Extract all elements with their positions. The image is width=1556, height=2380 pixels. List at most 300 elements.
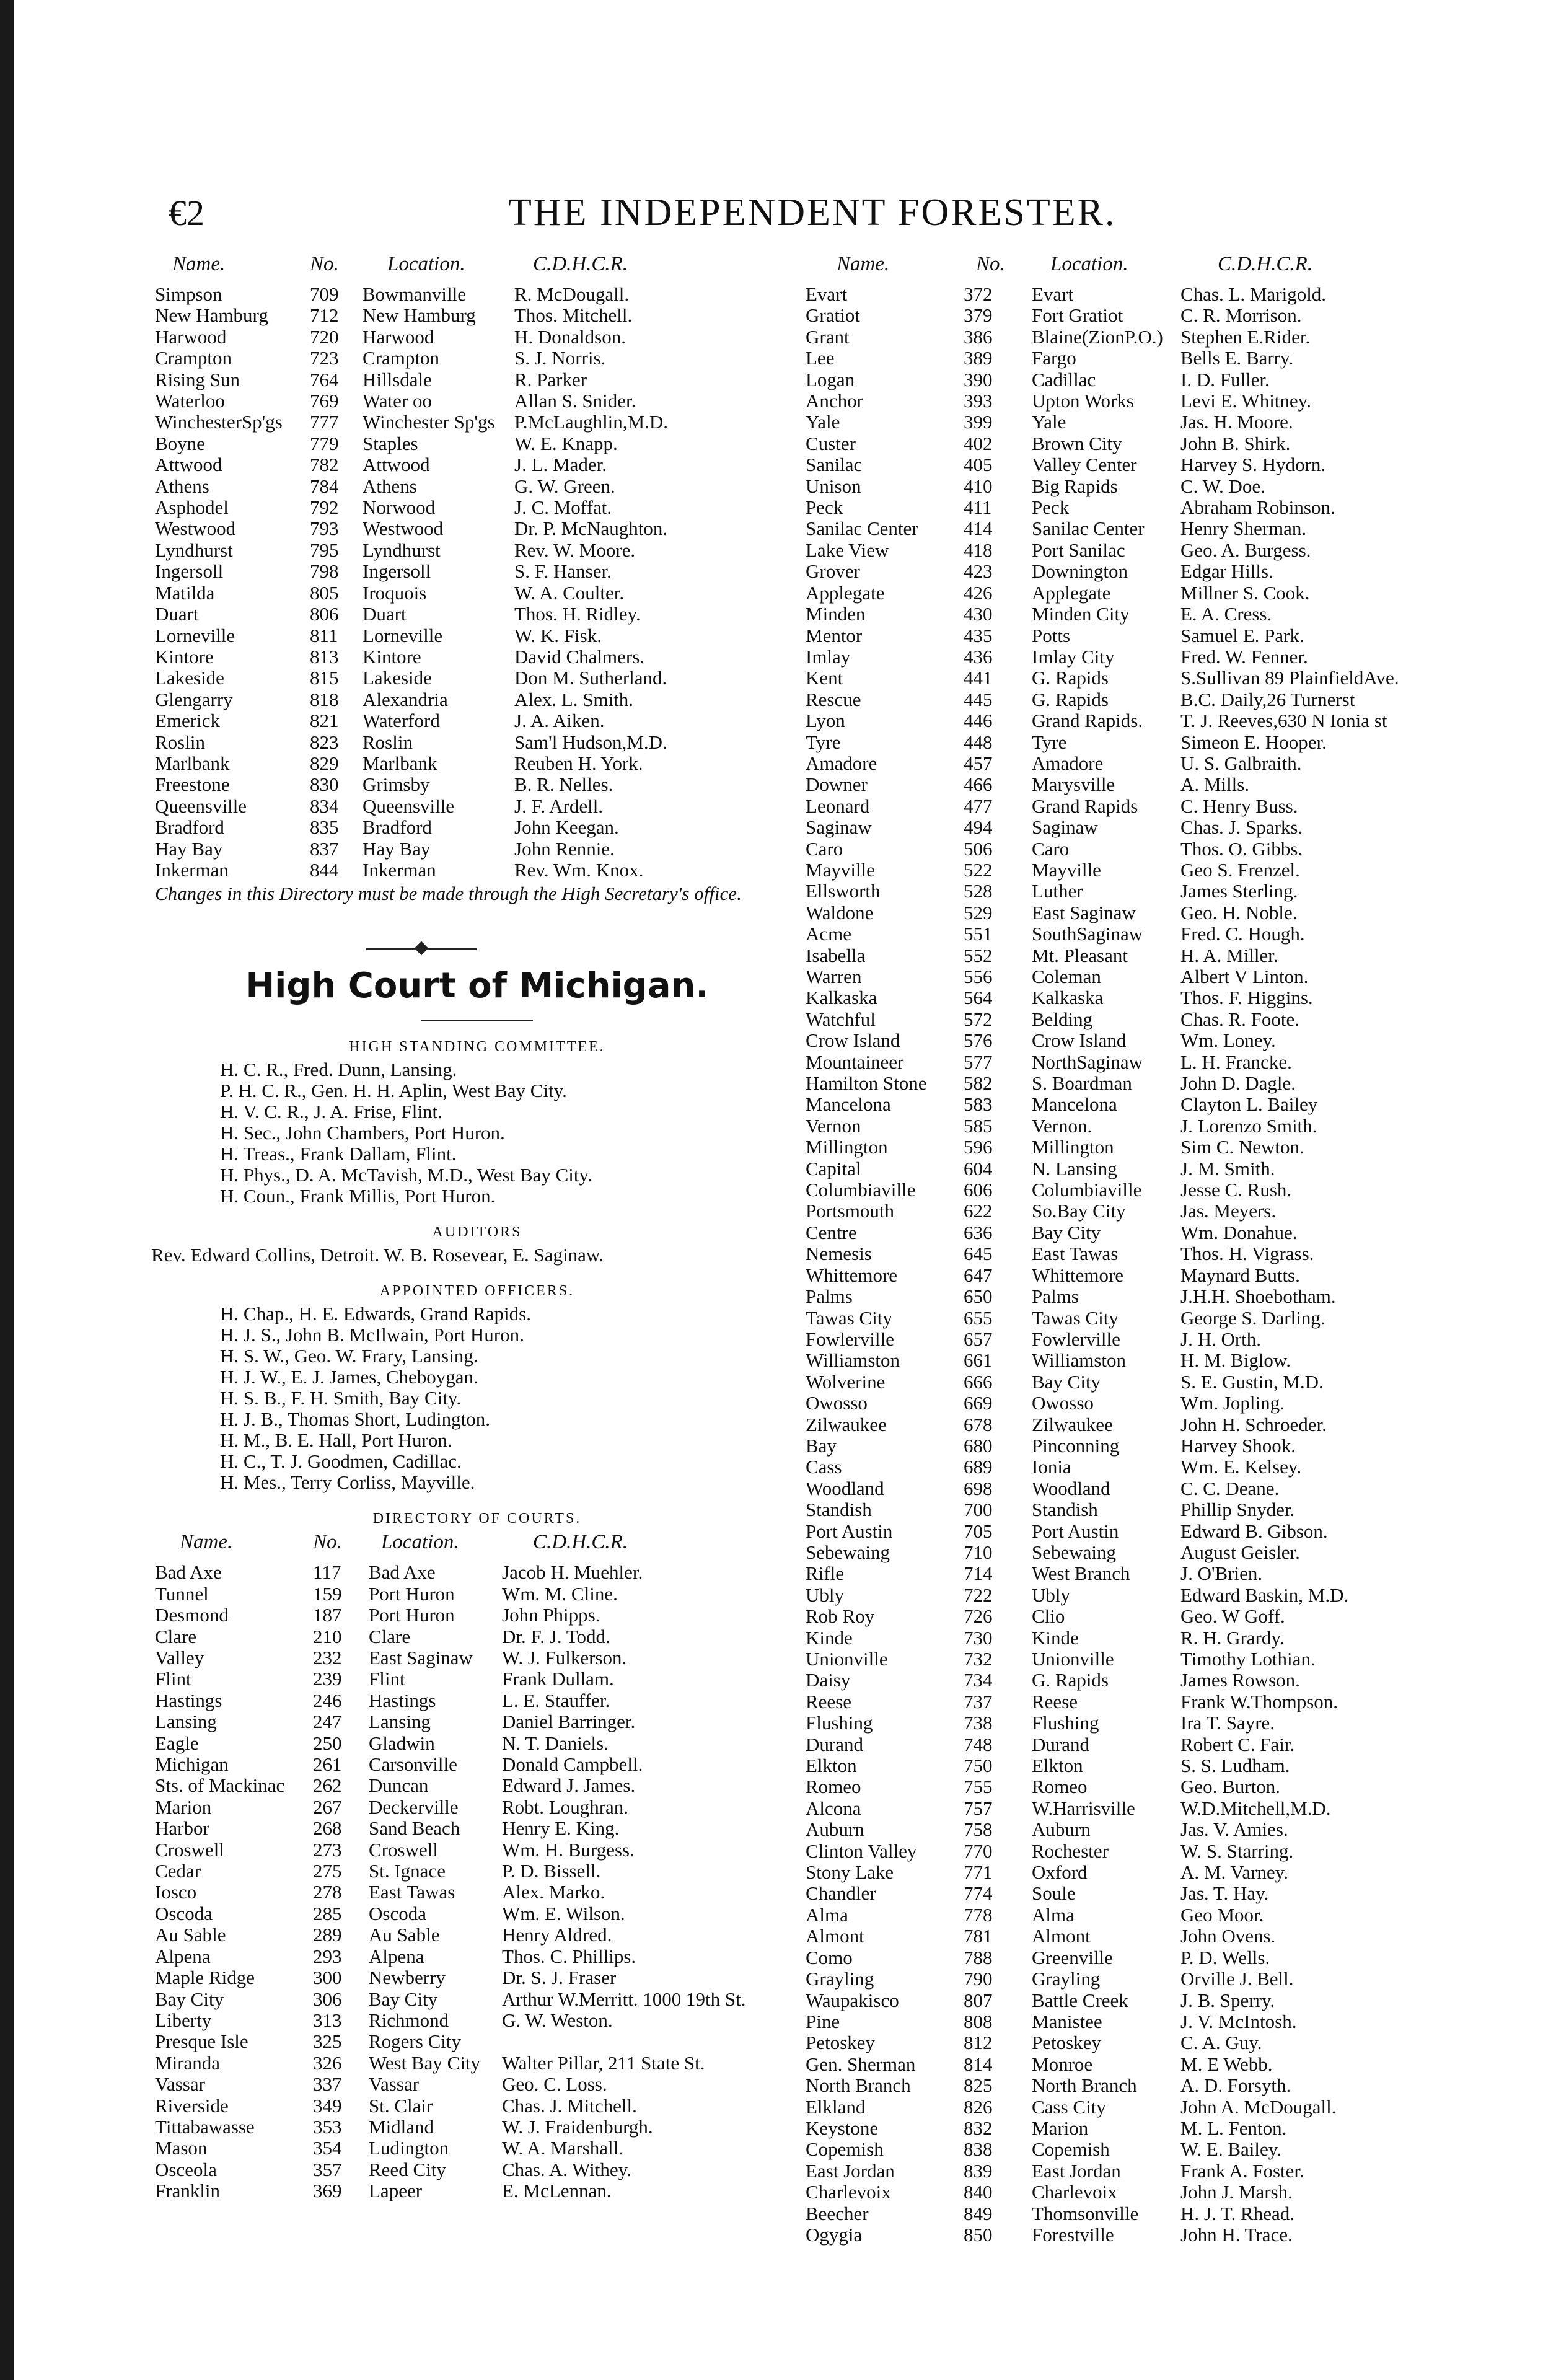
court-location: Lyndhurst — [363, 539, 441, 561]
court-name: Rifle — [806, 1563, 844, 1585]
court-location: Rogers City — [369, 2031, 461, 2053]
court-chief-ranger: Robert C. Fair. — [1180, 1734, 1295, 1755]
officer-line: H. S. W., Geo. W. Frary, Lansing. — [220, 1345, 478, 1367]
header-no: No. — [313, 1531, 342, 1554]
court-number: 781 — [964, 1926, 993, 1947]
table-row — [806, 1926, 1475, 1947]
court-name: Minden — [806, 604, 866, 625]
table-row — [155, 2074, 799, 2095]
court-number: 418 — [964, 539, 993, 561]
court-location: Clare — [369, 1626, 411, 1647]
court-location: Bradford — [363, 817, 432, 839]
court-number: 769 — [310, 390, 339, 412]
table-row — [806, 583, 1475, 604]
court-number: 585 — [964, 1115, 993, 1137]
court-number: 399 — [964, 412, 993, 433]
court-chief-ranger: T. J. Reeves,630 N Ionia st — [1180, 710, 1387, 732]
court-number: 771 — [964, 1862, 993, 1884]
court-chief-ranger: Chas. L. Marigold. — [1180, 284, 1327, 305]
court-location: Fowlerville — [1032, 1328, 1120, 1350]
court-chief-ranger: Edgar Hills. — [1180, 561, 1273, 583]
court-name: Wolverine — [806, 1371, 886, 1393]
court-chief-ranger: Wm. M. Cline. — [502, 1583, 618, 1605]
court-number: 840 — [964, 2182, 993, 2203]
court-number: 723 — [310, 348, 339, 369]
court-location: Reese — [1032, 1691, 1078, 1712]
court-name: Bay — [806, 1435, 837, 1457]
court-number: 755 — [964, 1776, 993, 1798]
court-location: East Jordan — [1032, 2160, 1121, 2182]
court-location: Au Sable — [369, 1924, 440, 1946]
court-number: 823 — [310, 731, 339, 753]
table-row — [806, 1755, 1475, 1776]
court-number: 700 — [964, 1499, 993, 1521]
court-chief-ranger: Thos. Mitchell. — [514, 305, 633, 327]
table-row — [806, 369, 1475, 390]
court-name: Lyon — [806, 710, 845, 732]
court-chief-ranger: Chas. J. Mitchell. — [502, 2095, 637, 2117]
table-row — [806, 454, 1475, 475]
court-number: 306 — [313, 1988, 342, 2010]
court-chief-ranger: J. A. Aiken. — [514, 710, 605, 732]
court-chief-ranger: Thos. H. Ridley. — [514, 604, 641, 625]
court-name: East Jordan — [806, 2160, 895, 2182]
court-name: Chandler — [806, 1883, 876, 1905]
court-name: Harwood — [155, 326, 227, 348]
court-number: 369 — [313, 2180, 342, 2202]
court-number: 577 — [964, 1051, 993, 1073]
court-name: Presque Isle — [155, 2031, 248, 2053]
court-number: 748 — [964, 1734, 993, 1755]
court-location: Bay City — [1032, 1222, 1101, 1243]
table-row — [806, 348, 1475, 369]
court-name: Isabella — [806, 945, 866, 966]
table-row — [806, 1073, 1475, 1094]
court-chief-ranger: U. S. Galbraith. — [1180, 752, 1302, 774]
court-chief-ranger: W. E. Knapp. — [514, 433, 618, 454]
table-row — [806, 327, 1475, 348]
court-number: 494 — [964, 817, 993, 839]
court-number: 826 — [964, 2096, 993, 2118]
court-chief-ranger: John Ovens. — [1180, 1926, 1276, 1947]
table-row — [806, 1776, 1475, 1797]
court-name: Inkerman — [155, 859, 229, 881]
court-number: 829 — [310, 752, 339, 774]
court-location: Carsonville — [369, 1754, 457, 1776]
table-row — [806, 1372, 1475, 1393]
court-location: Bowmanville — [363, 284, 467, 305]
table-row — [155, 2053, 799, 2074]
table-row — [806, 1116, 1475, 1137]
court-chief-ranger: Harvey Shook. — [1180, 1435, 1296, 1457]
table-row — [806, 1030, 1475, 1051]
court-name: Bradford — [155, 817, 224, 839]
court-name: Rising Sun — [155, 369, 240, 390]
court-location: Ingersoll — [363, 561, 431, 583]
table-row — [806, 2182, 1475, 2203]
court-location: Palms — [1032, 1286, 1079, 1308]
court-chief-ranger: John H. Trace. — [1180, 2224, 1293, 2246]
court-number: 239 — [313, 1668, 342, 1690]
court-number: 774 — [964, 1883, 993, 1905]
court-number: 435 — [964, 625, 993, 646]
court-number: 117 — [313, 1562, 341, 1584]
court-location: Monroe — [1032, 2053, 1093, 2075]
table-row — [155, 1647, 799, 1668]
court-name: Mancelona — [806, 1094, 891, 1116]
court-name: Miranda — [155, 2052, 221, 2074]
court-location: Columbiaville — [1032, 1179, 1142, 1201]
court-location: Water oo — [363, 390, 432, 412]
court-name: Alpena — [155, 1946, 211, 1967]
court-location: Croswell — [369, 1839, 438, 1861]
court-location: Port Huron — [369, 1583, 455, 1605]
court-chief-ranger: H. J. T. Rhead. — [1180, 2203, 1294, 2224]
court-location: Port Huron — [369, 1605, 455, 1626]
table-row — [806, 1563, 1475, 1584]
court-location: Belding — [1032, 1008, 1093, 1030]
table-row — [155, 1775, 799, 1796]
table-row — [806, 1905, 1475, 1926]
table-row — [806, 945, 1475, 966]
table-row — [806, 604, 1475, 625]
table-row — [155, 2138, 799, 2159]
court-number: 414 — [964, 518, 993, 540]
table-row — [806, 2075, 1475, 2096]
table-row — [806, 1691, 1475, 1712]
court-name: Glengarry — [155, 689, 233, 710]
court-chief-ranger: S. E. Gustin, M.D. — [1180, 1371, 1324, 1393]
court-name: Oscoda — [155, 1903, 213, 1924]
court-location: Yale — [1032, 412, 1066, 433]
court-name: Applegate — [806, 582, 885, 604]
court-name: Port Austin — [806, 1520, 893, 1542]
court-number: 410 — [964, 475, 993, 497]
court-name: Yale — [806, 412, 840, 433]
court-name: Standish — [806, 1499, 872, 1521]
court-location: G. Rapids — [1032, 689, 1109, 710]
court-name: Kintore — [155, 646, 214, 668]
court-chief-ranger: Don M. Sutherland. — [514, 668, 667, 689]
court-name: Centre — [806, 1222, 857, 1243]
court-chief-ranger: Maynard Butts. — [1180, 1264, 1300, 1286]
court-number: 770 — [964, 1840, 993, 1862]
table-row — [806, 796, 1475, 817]
table-row — [806, 561, 1475, 582]
court-name: Ubly — [806, 1584, 844, 1606]
court-name: Sanilac — [806, 454, 863, 476]
court-chief-ranger: B.C. Daily,26 Turnerst — [1180, 689, 1355, 710]
table-row — [806, 1179, 1475, 1201]
officer-line: H. V. C. R., J. A. Frise, Flint. — [220, 1101, 442, 1123]
court-location: Minden City — [1032, 604, 1130, 625]
court-location: Iroquois — [363, 582, 427, 604]
court-location: Ionia — [1032, 1457, 1071, 1478]
court-number: 807 — [964, 1990, 993, 2011]
court-location: Lapeer — [369, 2180, 423, 2202]
court-number: 285 — [313, 1903, 342, 1924]
court-name: Logan — [806, 369, 855, 390]
court-location: St. Ignace — [369, 1861, 446, 1882]
court-number: 813 — [310, 646, 339, 668]
court-chief-ranger: J. L. Mader. — [514, 454, 607, 476]
court-name: Marion — [155, 1796, 212, 1818]
table-row — [806, 668, 1475, 689]
officer-line: H. J. B., Thomas Short, Ludington. — [220, 1408, 491, 1430]
court-location: Battle Creek — [1032, 1990, 1128, 2011]
court-name: Alcona — [806, 1797, 861, 1819]
table-row — [155, 668, 799, 689]
court-location: Clio — [1032, 1606, 1065, 1628]
court-name: Leonard — [806, 795, 870, 817]
court-chief-ranger: J. F. Ardell. — [514, 795, 604, 817]
table-row — [806, 305, 1475, 326]
court-chief-ranger: Walter Pillar, 211 State St. — [502, 2052, 705, 2074]
court-number: 275 — [313, 1861, 342, 1882]
court-number: 372 — [964, 284, 993, 305]
table-row — [155, 2117, 799, 2138]
court-name: Imlay — [806, 646, 851, 668]
court-number: 246 — [313, 1690, 342, 1711]
directory-note: Changes in this Directory must be made through the High Secretary's office. — [155, 883, 742, 905]
court-location: Ludington — [369, 2138, 449, 2159]
court-name: Alma — [806, 1904, 848, 1926]
court-name: Sanilac Center — [806, 518, 918, 540]
court-location: N. Lansing — [1032, 1158, 1117, 1179]
court-location: Athens — [363, 475, 417, 497]
court-number: 782 — [310, 454, 339, 476]
court-location: Newberry — [369, 1967, 446, 1989]
court-name: Osceola — [155, 2159, 217, 2180]
officer-line: H. J. W., E. J. James, Cheboygan. — [220, 1366, 478, 1388]
court-name: Como — [806, 1947, 853, 1968]
court-name: Athens — [155, 475, 209, 497]
court-number: 792 — [310, 497, 339, 519]
court-location: Soule — [1032, 1883, 1076, 1905]
court-chief-ranger: A. D. Forsyth. — [1180, 2075, 1291, 2097]
court-chief-ranger: Sam'l Hudson,M.D. — [514, 731, 667, 753]
court-location: Grand Rapids — [1032, 795, 1138, 817]
court-number: 273 — [313, 1839, 342, 1861]
officer-line: H. Treas., Frank Dallam, Flint. — [220, 1143, 457, 1165]
court-location: Lansing — [369, 1711, 431, 1733]
court-name: Amadore — [806, 752, 877, 774]
court-location: Caro — [1032, 838, 1070, 860]
court-number: 825 — [964, 2075, 993, 2097]
court-location: Queensville — [363, 795, 455, 817]
court-location: Durand — [1032, 1734, 1089, 1755]
court-name: Anchor — [806, 390, 863, 412]
table-row — [155, 561, 799, 582]
court-chief-ranger: Dr. P. McNaughton. — [514, 518, 668, 540]
court-name: Croswell — [155, 1839, 224, 1861]
court-chief-ranger: S. F. Hanser. — [514, 561, 612, 583]
court-name: Zilwaukee — [806, 1414, 887, 1435]
table-row — [806, 1435, 1475, 1457]
court-number: 821 — [310, 710, 339, 732]
court-name: Franklin — [155, 2180, 221, 2202]
table-row — [806, 817, 1475, 838]
court-number: 337 — [313, 2074, 342, 2096]
court-location: Marlbank — [363, 752, 437, 774]
court-location: Whittemore — [1032, 1264, 1124, 1286]
court-location: Potts — [1032, 625, 1071, 646]
court-chief-ranger: Fred. W. Fenner. — [1180, 646, 1308, 668]
court-location: Flushing — [1032, 1712, 1099, 1734]
court-chief-ranger: Jesse C. Rush. — [1180, 1179, 1292, 1201]
table-row — [806, 1286, 1475, 1307]
court-location: Grimsby — [363, 774, 430, 796]
court-name: Columbiaville — [806, 1179, 916, 1201]
table-row — [155, 1903, 799, 1924]
table-row — [806, 1947, 1475, 1968]
table-row — [806, 881, 1475, 902]
court-name: Michigan — [155, 1754, 229, 1776]
header-chief: C.D.H.C.R. — [533, 1531, 628, 1554]
court-location: Gladwin — [369, 1732, 435, 1754]
officer-line: H. Phys., D. A. McTavish, M.D., West Bay City. — [220, 1164, 592, 1186]
court-number: 402 — [964, 433, 993, 454]
court-chief-ranger: Thos. F. Higgins. — [1180, 987, 1313, 1009]
court-location: Marion — [1032, 2117, 1089, 2139]
header-no: No. — [976, 253, 1005, 275]
court-location: Harwood — [363, 326, 434, 348]
standing-committee-heading: HIGH STANDING COMMITTEE. — [349, 1039, 605, 1056]
table-row — [155, 2159, 799, 2180]
court-location: Attwood — [363, 454, 430, 476]
court-name: Grant — [806, 326, 850, 348]
table-row — [155, 732, 799, 753]
court-chief-ranger: August Geisler. — [1180, 1541, 1300, 1563]
court-number: 522 — [964, 859, 993, 881]
court-name: Waupakisco — [806, 1990, 899, 2011]
michigan-courts-table — [155, 1531, 799, 2202]
table-row — [806, 1990, 1475, 2011]
table-row — [806, 1393, 1475, 1414]
court-chief-ranger: John H. Schroeder. — [1180, 1414, 1327, 1435]
court-name: Caro — [806, 838, 843, 860]
court-name: Romeo — [806, 1776, 861, 1798]
court-name: Grover — [806, 561, 860, 583]
court-number: 777 — [310, 412, 339, 433]
table-row — [155, 2031, 799, 2052]
table-row — [155, 1818, 799, 1839]
court-name: Charlevoix — [806, 2182, 891, 2203]
court-number: 738 — [964, 1712, 993, 1734]
court-chief-ranger: Henry E. King. — [502, 1818, 620, 1840]
table-row — [806, 689, 1475, 710]
court-number: 232 — [313, 1647, 342, 1668]
court-name: Hamilton Stone — [806, 1073, 927, 1095]
court-location: Auburn — [1032, 1819, 1091, 1841]
court-name: Copemish — [806, 2139, 884, 2161]
court-number: 730 — [964, 1627, 993, 1649]
court-name: Ogygia — [806, 2224, 863, 2246]
court-location: Port Austin — [1032, 1520, 1119, 1542]
court-name: Duart — [155, 604, 199, 625]
court-location: W.Harrisville — [1032, 1797, 1135, 1819]
court-chief-ranger: Alex. Marko. — [502, 1882, 605, 1903]
table-row — [155, 433, 799, 454]
court-location: Marysville — [1032, 774, 1115, 796]
court-location: Mancelona — [1032, 1094, 1117, 1116]
court-name: Nemesis — [806, 1243, 872, 1265]
court-chief-ranger: Abraham Robinson. — [1180, 497, 1335, 519]
court-location: Kalkaska — [1032, 987, 1104, 1009]
court-number: 636 — [964, 1222, 993, 1243]
court-number: 622 — [964, 1201, 993, 1222]
court-location: Zilwaukee — [1032, 1414, 1113, 1435]
court-chief-ranger: Geo. H. Noble. — [1180, 902, 1298, 923]
court-chief-ranger: H. Donaldson. — [514, 326, 626, 348]
court-location: Kinde — [1032, 1627, 1079, 1649]
court-chief-ranger: Clayton L. Bailey — [1180, 1094, 1318, 1116]
court-chief-ranger: J.H.H. Shoebotham. — [1180, 1286, 1336, 1308]
court-location: Fargo — [1032, 348, 1076, 369]
table-row — [155, 1626, 799, 1647]
court-name: Lorneville — [155, 625, 235, 646]
court-chief-ranger: Wm. H. Burgess. — [502, 1839, 635, 1861]
table-row — [806, 1094, 1475, 1115]
court-location: Deckerville — [369, 1796, 459, 1818]
court-name: Riverside — [155, 2095, 229, 2117]
court-location: Bay City — [369, 1988, 438, 2010]
court-number: 844 — [310, 859, 339, 881]
table-row — [806, 2203, 1475, 2224]
court-name: Rescue — [806, 689, 861, 710]
michigan-courts-continued-body — [806, 284, 1475, 2246]
court-number: 645 — [964, 1243, 993, 1265]
court-chief-ranger: Geo. C. Loss. — [502, 2074, 607, 2096]
court-number: 389 — [964, 348, 993, 369]
court-number: 732 — [964, 1649, 993, 1670]
table-row — [155, 540, 799, 561]
court-number: 466 — [964, 774, 993, 796]
court-location: Alexandria — [363, 689, 448, 710]
court-location: Grayling — [1032, 1968, 1101, 1990]
court-chief-ranger: Robt. Loughran. — [502, 1796, 629, 1818]
binding-edge — [0, 0, 14, 2380]
court-location: G. Rapids — [1032, 668, 1109, 689]
court-location: Lakeside — [363, 668, 432, 689]
table-row — [806, 1499, 1475, 1520]
court-chief-ranger: P. D. Wells. — [1180, 1947, 1270, 1968]
table-row — [155, 1562, 799, 1583]
court-number: 712 — [310, 305, 339, 327]
court-name: Lake View — [806, 539, 889, 561]
court-chief-ranger: R. H. Grardy. — [1180, 1627, 1285, 1649]
court-location: Unionville — [1032, 1649, 1114, 1670]
officer-line: H. J. S., John B. McIlwain, Port Huron. — [220, 1324, 524, 1346]
table-row — [155, 518, 799, 539]
table-row — [806, 1734, 1475, 1755]
court-name: Millington — [806, 1137, 888, 1158]
court-name: Grayling — [806, 1968, 874, 1990]
court-number: 835 — [310, 817, 339, 839]
officer-line: H. Chap., H. E. Edwards, Grand Rapids. — [220, 1303, 531, 1325]
court-number: 655 — [964, 1307, 993, 1329]
table-row — [155, 284, 799, 305]
court-name: Watchful — [806, 1008, 876, 1030]
court-location: Romeo — [1032, 1776, 1088, 1798]
table-row — [155, 2096, 799, 2117]
court-name: WinchesterSp'gs — [155, 412, 283, 433]
table-row — [806, 923, 1475, 945]
court-name: Crow Island — [806, 1030, 900, 1052]
court-chief-ranger: G. W. Weston. — [502, 2009, 613, 2031]
officer-line: H. C. R., Fred. Dunn, Lansing. — [220, 1059, 457, 1081]
court-name: Acme — [806, 923, 852, 945]
